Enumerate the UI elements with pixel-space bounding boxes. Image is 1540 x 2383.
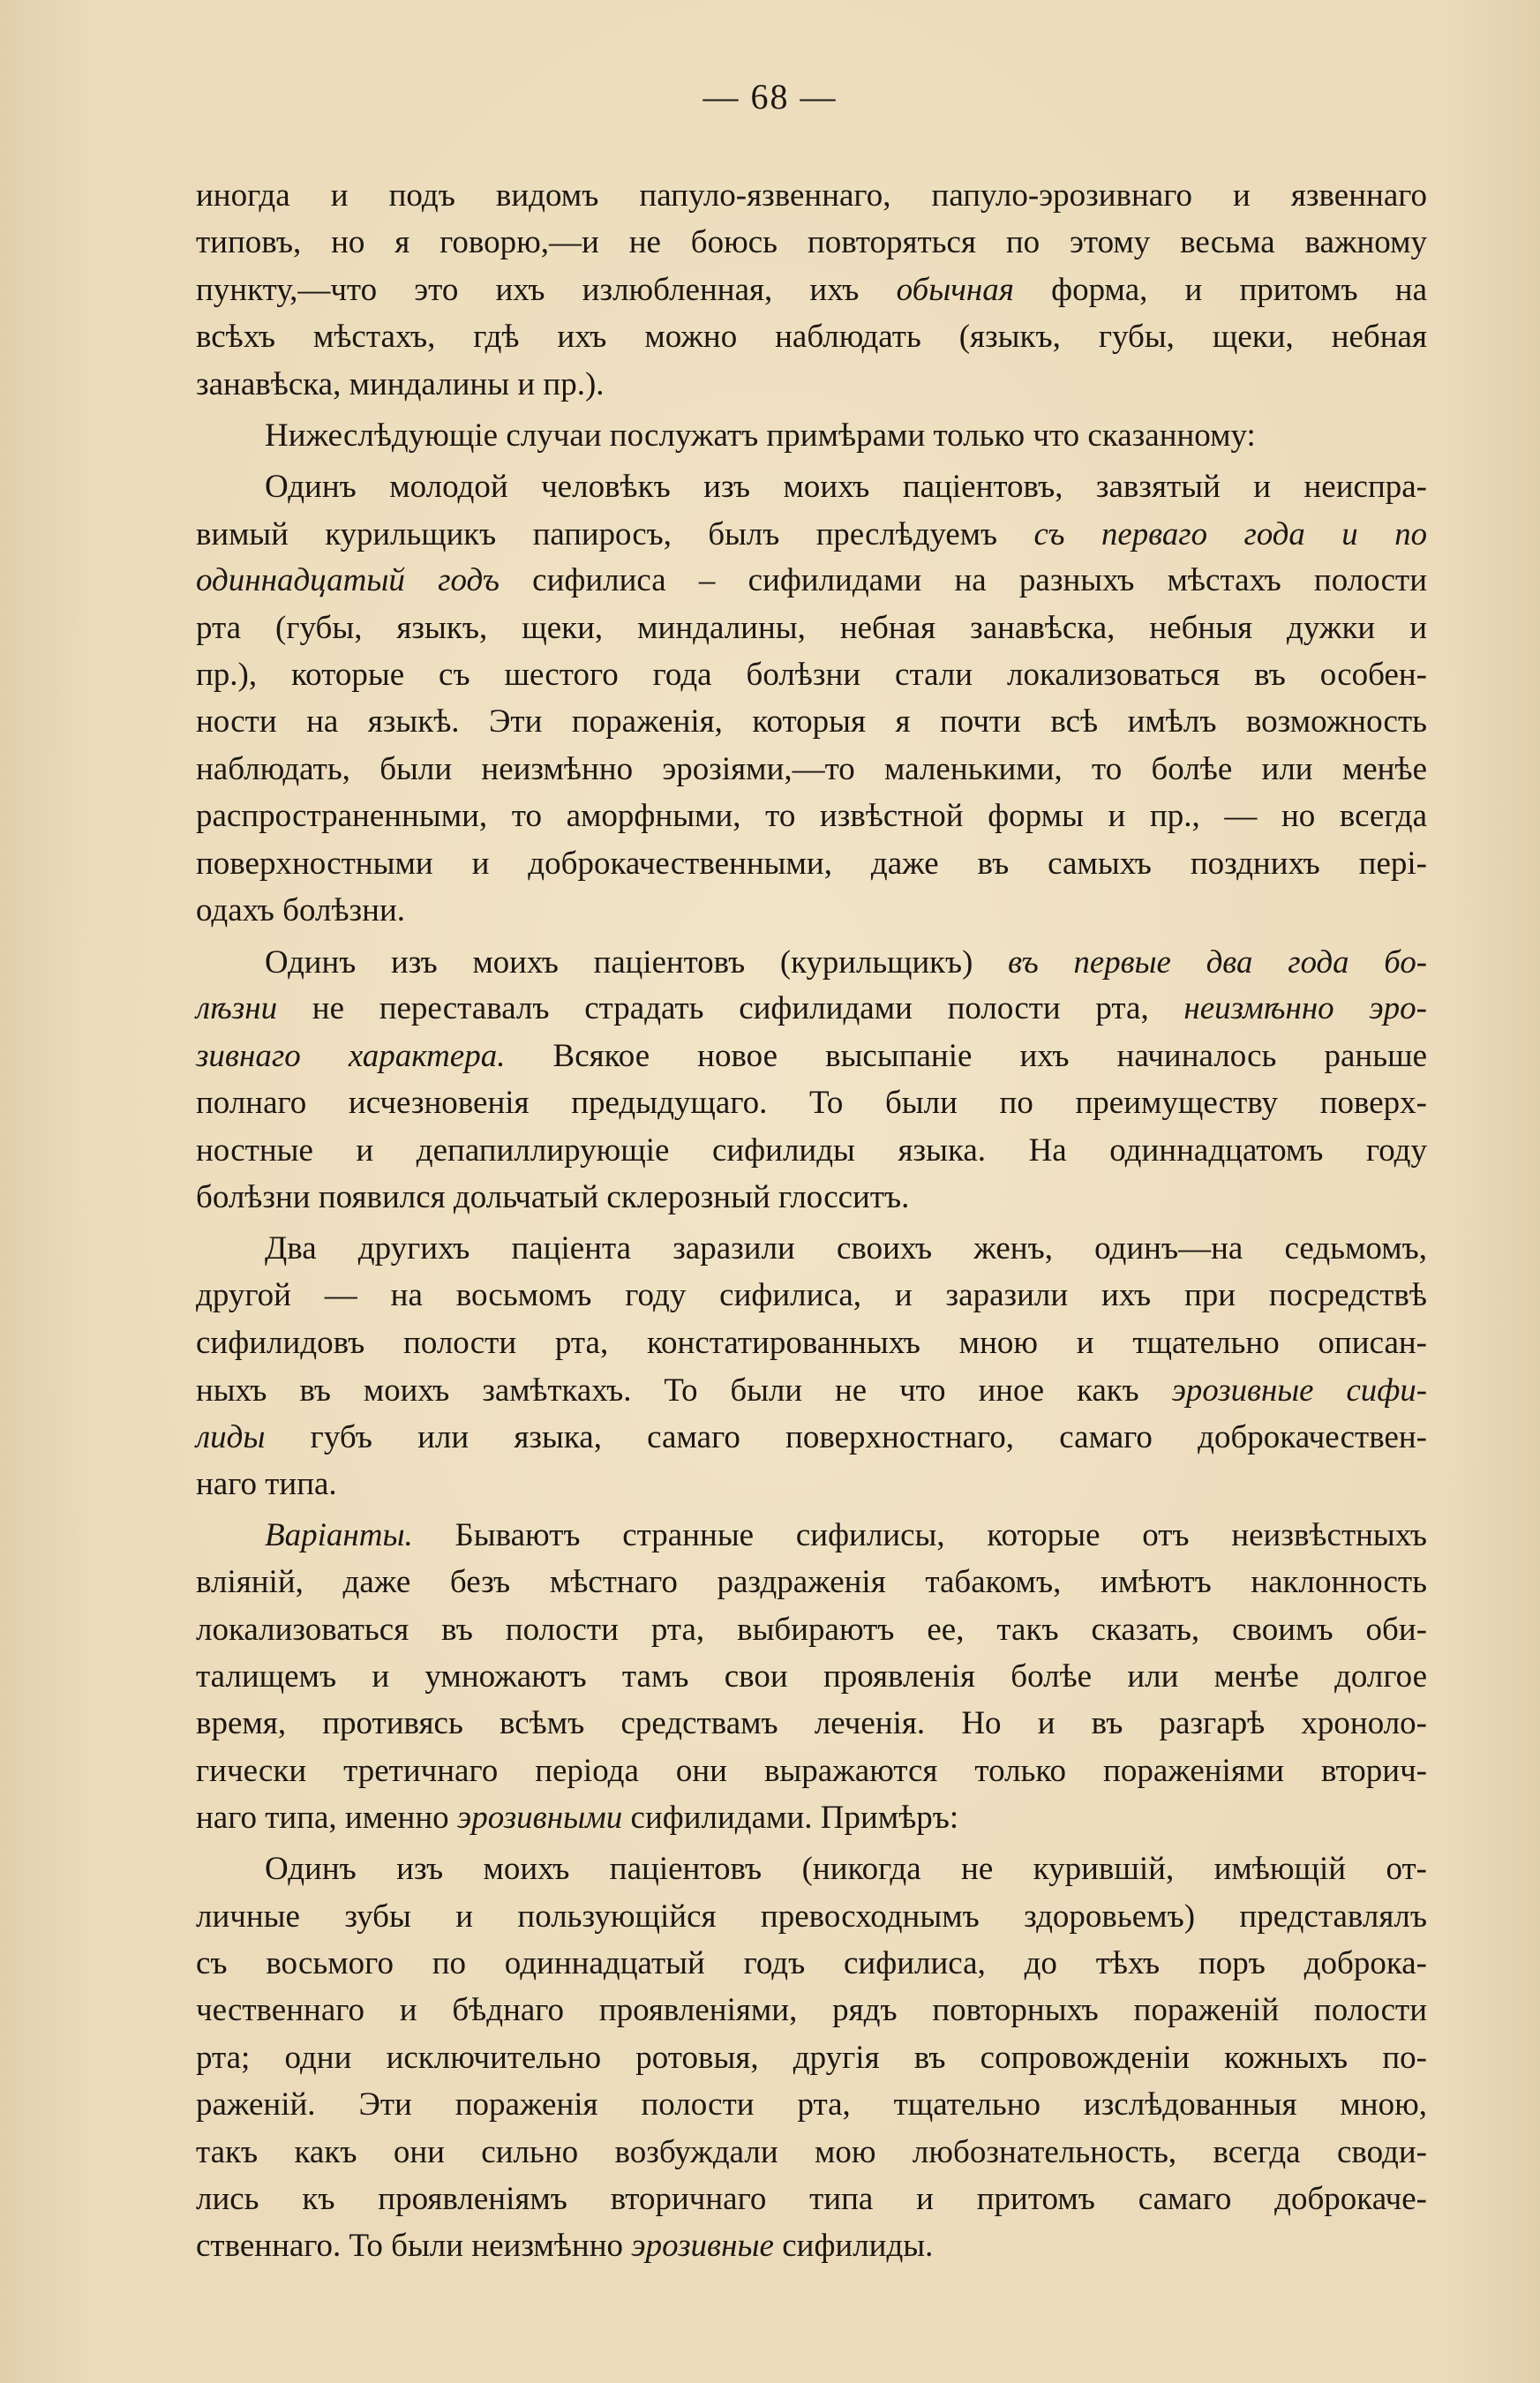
text-line [196,793,1427,839]
text-line [196,1653,1427,1700]
text-run: пр.), которые съ шестого года болѣзни стали локализоваться въ особен- [196,657,1427,694]
text-run: локализоваться въ полости рта, выбираютъ ее, такъ сказать, своимъ оби- [196,1611,1427,1648]
text-run: раженій. Эти пораженія полости рта, тщательно изслѣдованныя мною, [196,2086,1427,2124]
text-run: гически третичнаго періода они выражаются только пораженіями вторич- [196,1752,1427,1789]
text-line [196,1893,1427,1940]
text-run: Одинъ изъ моихъ паціентовъ (никогда не курившій, имѣющій от- [265,1851,1427,1888]
text-line [196,651,1427,698]
italic-text-run: Варіанты. [265,1516,413,1553]
text-line [196,1319,1427,1366]
text-line [196,887,1427,934]
text-run: съ восьмого по одиннадцатый годъ сифилиса, до тѣхъ поръ доброка- [196,1945,1427,1982]
page-number: — 68 — [702,77,838,117]
italic-text-run: обычная [896,271,1014,308]
text-run: Одинъ изъ моихъ паціентовъ (курильщикъ) [265,943,1009,981]
text-line [196,1461,1427,1507]
text-run: сифилиды. [773,2228,934,2265]
text-run: талищемъ и умножаютъ тамъ свои проявленія болѣе или менѣе долгое [196,1658,1427,1695]
text-line [196,557,1427,604]
text-line [196,2176,1427,2222]
text-run: сифилиса – сифилидами на разныхъ мѣстахъ полости [499,562,1427,599]
paragraph [196,938,1427,1221]
text-run: наго типа. [196,1465,337,1502]
text-run: вліяній, даже безъ мѣстнаго раздраженія табакомъ, имѣютъ наклонность [196,1564,1427,1601]
text-line [196,1559,1427,1605]
italic-text-run: одиннадцатый годъ [196,562,500,599]
text-run: иногда и подъ видомъ папуло-язвеннаго, папуло-эрозивнаго и язвеннаго [196,177,1427,214]
text-run: ности на языкѣ. Эти пораженія, которыя я почти всѣ имѣлъ возможность [196,703,1427,740]
text-run: ныхъ въ моихъ замѣткахъ. То были не что иное какъ [196,1372,1172,1409]
text-line [196,2034,1427,2081]
text-line [196,1606,1427,1653]
text-run: такъ какъ они сильно возбуждали мою любознательность, всегда своди- [196,2133,1427,2170]
text-line [196,463,1427,510]
italic-text-run: неизмѣнно эро- [1183,990,1427,1027]
text-run: Одинъ молодой человѣкъ изъ моихъ паціентовъ, завзятый и неиспра- [265,468,1427,505]
text-run: Два другихъ паціента заразили своихъ женъ, одинъ—на седьмомъ, [265,1229,1427,1267]
text-run: лись къ проявленіямъ вторичнаго типа и притомъ самаго доброкаче- [196,2180,1427,2217]
paragraph [196,172,1427,408]
paragraph [196,412,1427,459]
text-run: личные зубы и пользующійся превосходнымъ здоровьемъ) представлялъ [196,1898,1427,1935]
text-run: губъ или языка, самаго поверхностнаго, самаго доброкачествен- [265,1418,1427,1455]
text-line [196,2129,1427,2176]
text-run: сифилидовъ полости рта, констатированныхъ мною и тщательно описан- [196,1324,1427,1361]
text-line [196,840,1427,887]
text-line [196,1700,1427,1747]
text-line [196,1748,1427,1794]
italic-text-run: лѣзни [196,990,278,1027]
text-line [196,1794,1427,1841]
text-run: не переставалъ страдать сифилидами полости рта, [277,990,1184,1027]
text-line [196,313,1427,360]
text-line [196,361,1427,408]
text-line [196,938,1427,985]
text-line [196,1225,1427,1272]
text-run: пункту,—что это ихъ излюбленная, ихъ [196,271,897,308]
text-run: полнаго исчезновенія предыдущаго. То были по преимуществу поверх- [196,1085,1427,1122]
text-line [196,2081,1427,2128]
text-run: распространенными, то аморфными, то извѣстной формы и пр., — но всегда [196,798,1427,835]
text-line [196,1512,1427,1559]
text-run: занавѣска, миндалины и пр.). [196,365,605,402]
text-run: наблюдать, были неизмѣнно эрозіями,—то маленькими, то болѣе или менѣе [196,750,1427,787]
paragraph [196,1225,1427,1507]
body-text [196,172,1427,2274]
text-line [196,219,1427,266]
text-line [196,698,1427,745]
italic-text-run: зивнаго характера. [196,1037,506,1074]
text-line [196,605,1427,651]
text-run: чественнаго и бѣднаго проявленіями, рядъ повторныхъ пораженій полости [196,1992,1427,2029]
italic-text-run: эрозивными [456,1800,623,1837]
text-run: всѣхъ мѣстахъ, гдѣ ихъ можно наблюдать (языкъ, губы, щеки, небная [196,319,1427,356]
text-run: поверхностными и доброкачественными, даже въ самыхъ позднихъ пері- [196,845,1427,882]
text-line [196,1987,1427,2033]
text-run: ственнаго. То были неизмѣнно [196,2228,632,2265]
text-run: рта (губы, языкъ, щеки, миндалины, небная занавѣска, небныя дужки и [196,609,1427,646]
italic-text-run: эрозивные сифи- [1171,1372,1427,1409]
text-line [196,1272,1427,1319]
text-run: типовъ, но я говорю,—и не боюсь повторяться по этому весьма важному [196,224,1427,261]
text-line [196,1033,1427,1079]
text-line [196,746,1427,793]
text-line [196,1174,1427,1221]
text-run: болѣзни появился дольчатый склерозный глосситъ. [196,1178,910,1215]
italic-text-run: эрозивные [631,2228,774,2265]
text-run: ностные и депапиллирующіе сифилиды языка. На одиннадцатомъ году [196,1131,1427,1169]
text-line [196,1079,1427,1126]
text-run: Бываютъ странные сифилисы, которые отъ неизвѣстныхъ [412,1516,1427,1553]
paragraph [196,463,1427,935]
text-run: наго типа, именно [196,1800,457,1837]
text-run: рта; одни исключительно ротовыя, другія въ сопровожденіи кожныхъ по- [196,2039,1427,2076]
text-run: другой — на восьмомъ году сифилиса, и заразили ихъ при посредствѣ [196,1277,1427,1314]
text-line [196,1846,1427,1892]
paragraph [196,1512,1427,1842]
text-line [196,985,1427,1032]
text-line [196,510,1427,557]
italic-text-run: лиды [196,1418,266,1455]
text-run: сифилидами. Примѣръ: [622,1800,959,1837]
text-line [196,412,1427,459]
text-line [196,2222,1427,2269]
text-line [196,1414,1427,1461]
text-run: одахъ болѣзни. [196,892,406,929]
text-line [196,1940,1427,1987]
text-run: Нижеслѣдующіе случаи послужатъ примѣрами только что сказанному: [265,417,1256,454]
text-run: Всякое новое высыпаніе ихъ начиналось раньше [505,1037,1427,1074]
text-run: форма, и притомъ на [1013,271,1427,308]
paragraph [196,1846,1427,2270]
text-line [196,172,1427,219]
text-line [196,1127,1427,1174]
text-line [196,1366,1427,1413]
italic-text-run: съ перваго года и по [1033,515,1427,552]
text-run: вимый курильщикъ папиросъ, былъ преслѣдуемъ [196,515,1034,552]
text-run: время, противясь всѣмъ средствамъ леченія. Но и въ разгарѣ хроноло- [196,1705,1427,1742]
italic-text-run: въ первые два года бо- [1008,943,1427,981]
text-line [196,267,1427,313]
